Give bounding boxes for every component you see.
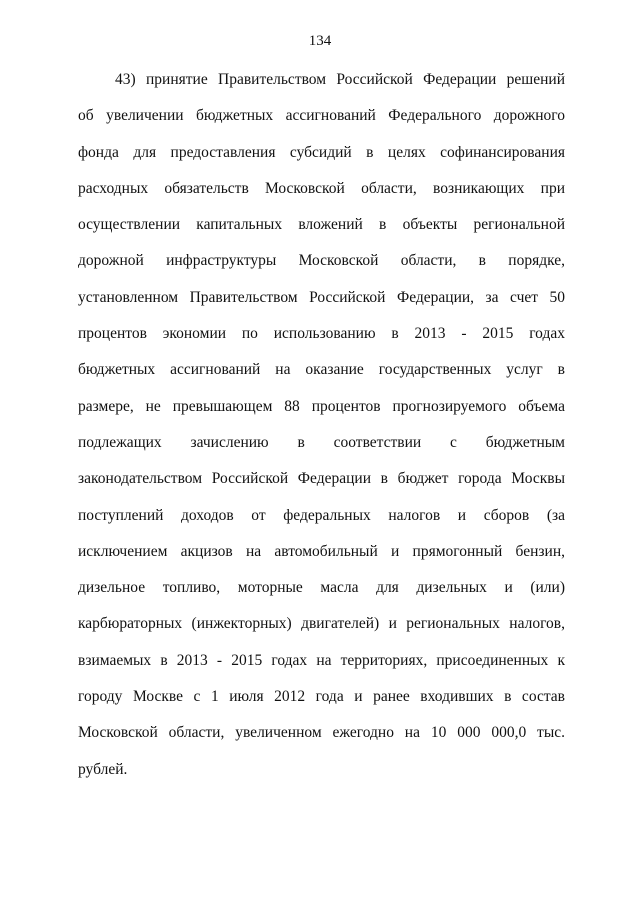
text-line: рублей.: [78, 760, 128, 778]
text-line: процентов экономии по использованию в 2013 - 2015 годах: [78, 325, 565, 343]
text-line: расходных обязательств Московской области, возникающих при: [78, 179, 565, 197]
text-line: фонда для предоставления субсидий в целях софинансирования: [78, 143, 565, 161]
text-line: взимаемых в 2013 - 2015 годах на территориях, присоединенных к: [78, 651, 565, 669]
text-line: городу Москве с 1 июля 2012 года и ранее входивших в состав: [78, 688, 565, 706]
text-line: об увеличении бюджетных ассигнований Федерального дорожного: [78, 107, 565, 125]
text-line: 43) принятие Правительством Российской Федерации решений: [115, 71, 565, 88]
text-line: поступлений доходов от федеральных налогов и сборов (за: [78, 506, 565, 524]
text-line: осуществлении капитальных вложений в объекты региональной: [78, 216, 565, 234]
text-line: дорожной инфраструктуры Московской области, в порядке,: [78, 252, 565, 270]
text-line: карбюраторных (инжекторных) двигателей) и региональных налогов,: [78, 615, 565, 633]
text-line: установленном Правительством Российской Федерации, за счет 50: [78, 288, 565, 306]
text-line: размере, не превышающем 88 процентов прогнозируемого объема: [78, 397, 565, 415]
paragraph-43: [78, 62, 565, 788]
text-line: бюджетных ассигнований на оказание государственных услуг в: [78, 361, 565, 379]
text-line: подлежащих зачислению в соответствии с бюджетным: [78, 433, 565, 451]
text-line: исключением акцизов на автомобильный и прямогонный бензин,: [78, 542, 565, 560]
text-line: законодательством Российской Федерации в бюджет города Москвы: [78, 470, 565, 488]
text-line: дизельное топливо, моторные масла для дизельных и (или): [78, 579, 565, 597]
text-line: Московской области, увеличенном ежегодно на 10 000 000,0 тыс.: [78, 724, 565, 742]
page-number: 134: [308, 33, 332, 49]
